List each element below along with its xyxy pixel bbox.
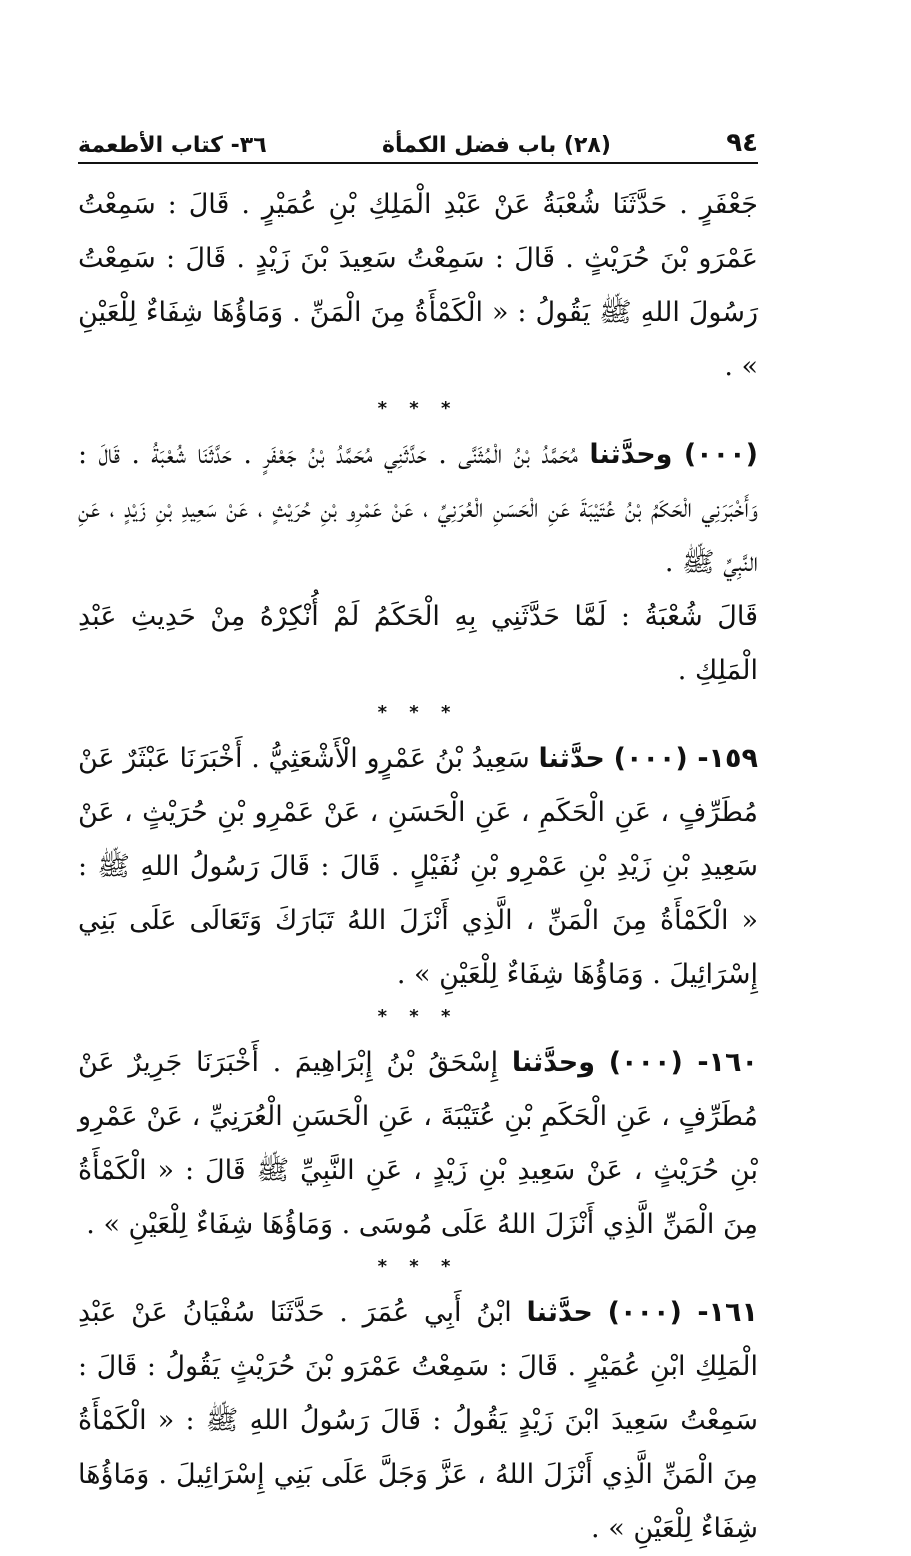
hadith-lead: وحدَّثنا	[589, 439, 673, 470]
hadith-text: قَالَ شُعْبَةُ : لَمَّا حَدَّثَنِي بِهِ الْحَكَمُ لَمْ أُنْكِرْهُ مِنْ حَدِيثِ عَبْدِ الْمَلِكِ .	[78, 601, 758, 686]
page-body	[78, 178, 758, 1556]
hadith-note	[78, 590, 758, 698]
hadith-lead: وحدَّثنا	[511, 1047, 596, 1078]
section-separator: * * *	[377, 398, 459, 419]
hadith-text: مُحَمَّدُ بْنُ الْمُثَنَّى . حَدَّثَنِي مُحَمَّدُ بْنُ جَعْفَرٍ . حَدَّثَنَا شُعْبَةُ . قَالَ : وَأَخْبَرَنِي الْحَكَمُ بْنُ عُتَيْبَةَ عَنِ الْحَسَنِ الْعُرَنِيِّ ، عَنْ عَمْرِو بْنِ حُرَيْثٍ ، عَنْ سَعِيدِ بْنِ زَيْدٍ ، عَنِ النَّبِيِّ ﷺ .	[78, 439, 758, 578]
hadith-paragraph	[78, 428, 758, 590]
chapter-title: (٢٨) باب فضل الكمأة	[381, 133, 611, 158]
section-separator: * * *	[377, 1256, 459, 1277]
hadith-text: إِسْحَقُ بْنُ إِبْرَاهِيمَ . أَخْبَرَنَا جَرِيرٌ عَنْ مُطَرِّفٍ ، عَنِ الْحَكَمِ بْنِ عُتَيْبَةَ ، عَنِ الْحَسَنِ الْعُرَنِيِّ ، عَنْ عَمْرِو بْنِ حُرَيْثٍ ، عَنْ سَعِيدِ بْنِ زَيْدٍ ، عَنِ النَّبِيِّ ﷺ قَالَ : « الْكَمْأَةُ مِنَ الْمَنِّ الَّذِي أَنْزَلَ اللهُ عَلَى مُوسَى . وَمَاؤُهَا شِفَاءٌ لِلْعَيْنِ » .	[78, 1047, 758, 1240]
hadith-number: (٠٠٠)	[683, 439, 758, 470]
hadith-lead: حدَّثنا	[538, 743, 605, 774]
hadith-number: ١٦١- (٠٠٠)	[607, 1297, 758, 1328]
book-title: ٣٦- كتاب الأطعمة	[78, 133, 267, 158]
hadith-number: ١٦٠- (٠٠٠)	[608, 1047, 758, 1078]
section-separator: * * *	[377, 702, 459, 723]
page-number: ٩٤	[726, 128, 758, 158]
hadith-number: ١٥٩- (٠٠٠)	[613, 743, 758, 774]
hadith-text: سَعِيدُ بْنُ عَمْرٍو الْأَشْعَثِيُّ . أَخْبَرَنَا عَبْثَرٌ عَنْ مُطَرِّفٍ ، عَنِ الْحَكَمِ ، عَنِ الْحَسَنِ ، عَنْ عَمْرِو بْنِ حُرَيْثٍ ، عَنْ سَعِيدِ بْنِ زَيْدِ بْنِ عَمْرِو بْنِ نُفَيْلٍ . قَالَ : قَالَ رَسُولُ اللهِ ﷺ : « الْكَمْأَةُ مِنَ الْمَنِّ ، الَّذِي أَنْزَلَ اللهُ تَبَارَكَ وَتَعَالَى عَلَى بَنِي إِسْرَائِيلَ . وَمَاؤُهَا شِفَاءٌ لِلْعَيْنِ » .	[78, 743, 758, 990]
book-page	[78, 118, 758, 1556]
hadith-text: ابْنُ أَبِي عُمَرَ . حَدَّثَنَا سُفْيَانُ عَنْ عَبْدِ الْمَلِكِ ابْنِ عُمَيْرٍ . قَالَ : سَمِعْتُ عَمْرَو بْنَ حُرَيْثٍ يَقُولُ : قَالَ : سَمِعْتُ سَعِيدَ ابْنَ زَيْدٍ يَقُولُ : قَالَ رَسُولُ اللهِ ﷺ : « الْكَمْأَةُ مِنَ الْمَنِّ الَّذِي أَنْزَلَ اللهُ ، عَزَّ وَجَلَّ عَلَى بَنِي إِسْرَائِيلَ . وَمَاؤُهَا شِفَاءٌ لِلْعَيْنِ » .	[78, 1297, 758, 1544]
hadith-paragraph	[78, 1036, 758, 1252]
section-separator: * * *	[377, 1006, 459, 1027]
hadith-lead: حدَّثنا	[526, 1297, 593, 1328]
hadith-text: جَعْفَرٍ . حَدَّثَنَا شُعْبَةُ عَنْ عَبْدِ الْمَلِكِ بْنِ عُمَيْرٍ . قَالَ : سَمِعْتُ عَمْرَو بْنَ حُرَيْثٍ . قَالَ : سَمِعْتُ سَعِيدَ بْنَ زَيْدٍ . قَالَ : سَمِعْتُ رَسُولَ اللهِ ﷺ يَقُولُ : « الْكَمْأَةُ مِنَ الْمَنِّ . وَمَاؤُهَا شِفَاءٌ لِلْعَيْنِ » .	[78, 189, 758, 382]
running-header	[78, 118, 758, 164]
hadith-paragraph	[78, 732, 758, 1002]
hadith-paragraph	[78, 178, 758, 394]
hadith-paragraph	[78, 1286, 758, 1556]
